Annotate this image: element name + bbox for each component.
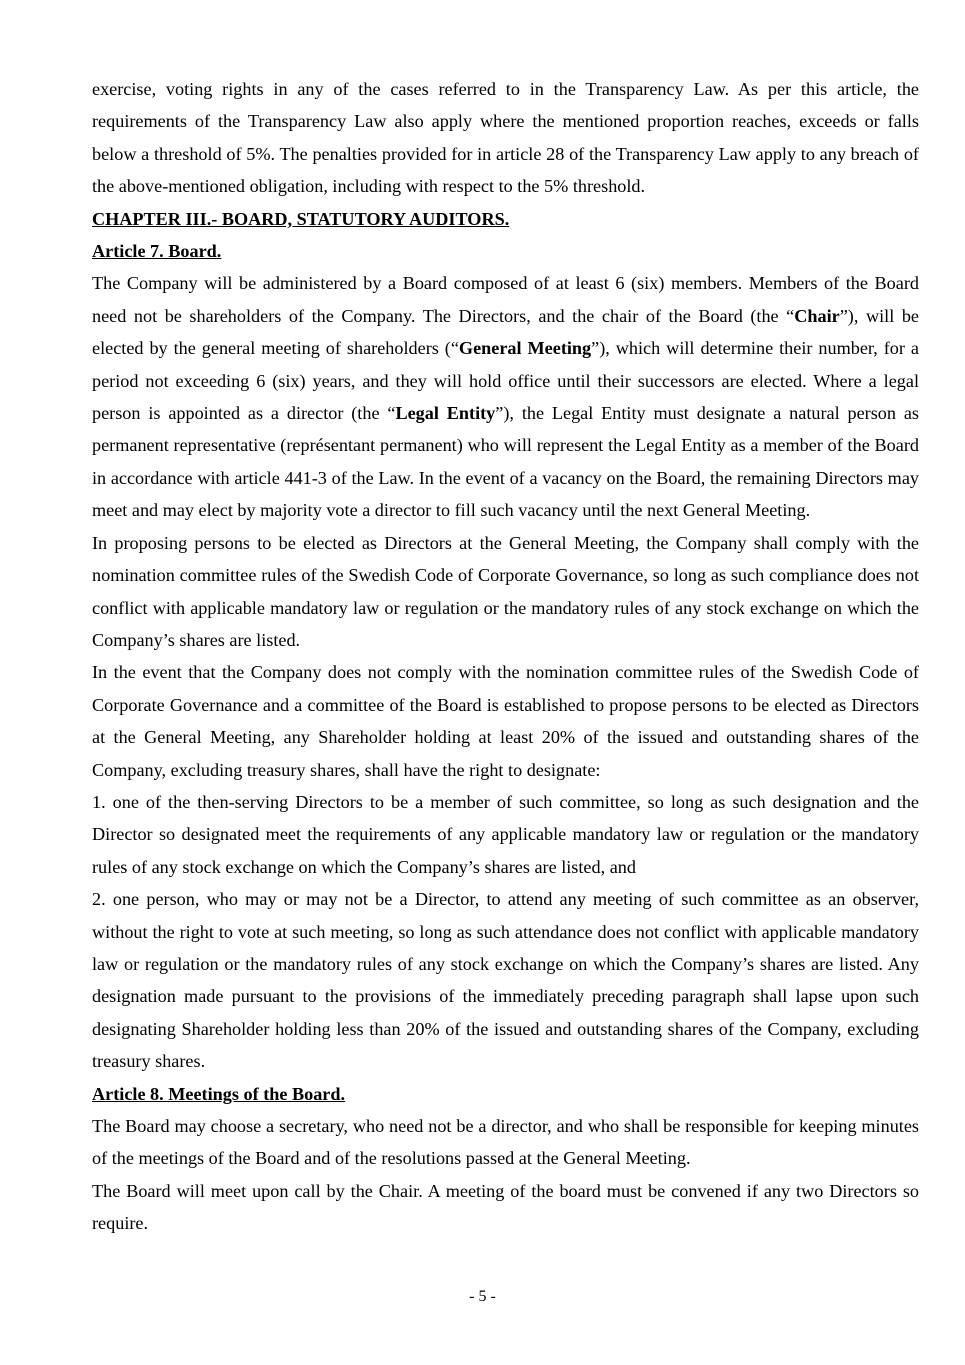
defined-term-general-meeting: General Meeting: [458, 338, 592, 359]
list-item-2: 2. one person, who may or may not be a Director, to attend any meeting of such committee as an observer, without the right to vote at such meeting, so long as such attendance does not conflict with applicable mandatory law or regulation or the mandatory rules of any stock exchange on which the Company’s shares are listed. Any designation made pursuant to the provisions of the immediately preceding paragraph shall lapse upon such designating Shareholder holding less than 20% of the issued and outstanding shares of the Company, excluding treasury shares.: [92, 889, 919, 1072]
paragraph-nomination: In proposing persons to be elected as Directors at the General Meeting, the Company shall comply with the nomination committee rules of the Swedish Code of Corporate Governance, so long as such compliance does not conflict with applicable mandatory law or regulation or the mandatory rules of any stock exchange on which the Company’s shares are listed.: [92, 532, 919, 650]
article-8-heading: Article 8. Meetings of the Board.: [92, 1083, 346, 1104]
article-7-heading: Article 7. Board.: [92, 241, 222, 262]
paragraph-board-composition: [92, 267, 919, 526]
paragraph-transparency: exercise, voting rights in any of the cases referred to in the Transparency Law. As per this article, the requirements of the Transparency Law also apply where the mentioned proportion reaches, exceeds or falls below a threshold of 5%. The penalties provided for in article 28 of the Transparency Law apply to any breach of the above-mentioned obligation, including with respect to the 5% threshold.: [92, 79, 919, 197]
list-item-1: 1. one of the then-serving Directors to be a member of such committee, so long as such designation and the Director so designated meet the requirements of any applicable mandatory law or regulation or the mandatory rules of any stock exchange on which the Company’s shares are listed, and: [92, 791, 919, 877]
text-segment: The Company will be administered by a Board composed of at least 6 (six) members. Members of the Board need not be shareholders of the Company. The Directors, and the chair of the Board (the “: [92, 273, 919, 326]
defined-term-legal-entity: Legal Entity: [395, 403, 496, 424]
paragraph-meeting-call: The Board will meet upon call by the Chair. A meeting of the board must be convened if any two Directors so require.: [92, 1180, 919, 1234]
paragraph-secretary: The Board may choose a secretary, who need not be a director, and who shall be responsible for keeping minutes of the meetings of the Board and of the resolutions passed at the General Meeting.: [92, 1116, 919, 1169]
page-number: - 5 -: [469, 1288, 496, 1305]
paragraph-non-compliance: In the event that the Company does not comply with the nomination committee rules of the Swedish Code of Corporate Governance and a committee of the Board is established to propose persons to be elected as Directors at the General Meeting, any Shareholder holding at least 20% of the issued and outstanding shares of the Company, excluding treasury shares, shall have the right to designate:: [92, 662, 919, 780]
text-segment: ”), the Legal Entity must designate a natural person as permanent representative (représentant permanent) who will represent the Legal Entity as a member of the Board in accordance with article 441-3 of the Law. In the event of a vacancy on the Board, the remaining Directors may meet and may elect by majority vote a director to fill such vacancy until the next General Meeting.: [92, 403, 920, 521]
defined-term-chair: Chair: [794, 305, 840, 326]
text-segment: ”), will be elected by the general meeting of shareholders (“: [92, 305, 919, 359]
document-page: [92, 73, 919, 1240]
text-segment: ”), which will determine their number, for a period not exceeding 6 (six) years, and they will hold office until their successors are elected. Where a legal person is appointed as a director (the “: [92, 338, 919, 424]
chapter-heading: CHAPTER III.- BOARD, STATUTORY AUDITORS.: [92, 208, 510, 229]
